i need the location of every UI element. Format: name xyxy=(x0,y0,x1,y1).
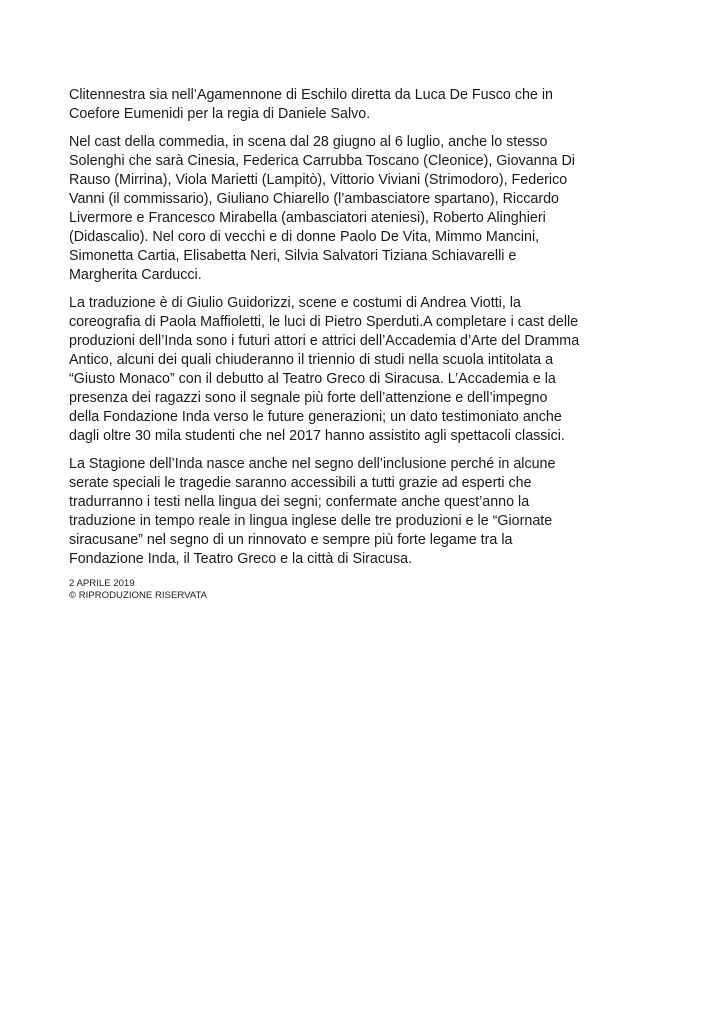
text-line: Simonetta Cartia, Elisabetta Neri, Silvia Salvatori Tiziana Schiavarelli e xyxy=(69,248,517,264)
text-line: Margherita Carducci. xyxy=(69,267,202,283)
text-line: Vanni (il commissario), Giuliano Chiarello (l’ambasciatore spartano), Riccardo xyxy=(69,191,559,207)
publication-date: 2 APRILE 2019 xyxy=(69,578,135,589)
text-line: Fondazione Inda, il Teatro Greco e la città di Siracusa. xyxy=(69,551,413,567)
paragraph-3 xyxy=(69,294,669,446)
paragraph-4 xyxy=(69,455,669,569)
text-line: dagli oltre 30 mila studenti che nel 2017 hanno assistito agli spettacoli classici. xyxy=(69,428,565,444)
text-line: Coefore Eumenidi per la regia di Daniele Salvo. xyxy=(69,106,371,122)
text-line: siracusane” nel segno di un rinnovato e sempre più forte legame tra la xyxy=(69,532,513,548)
text-line: della Fondazione Inda verso le future generazioni; un dato testimoniato anche xyxy=(69,409,562,425)
text-line: Rauso (Mirrina), Viola Marietti (Lampitò), Vittorio Viviani (Strimodoro), Federico xyxy=(69,172,568,188)
text-line: produzioni dell’Inda sono i futuri attori e attrici dell’Accademia d’Arte del Dramma xyxy=(69,333,580,349)
text-line: “Giusto Monaco” con il debutto al Teatro Greco di Siracusa. L’Accademia e la xyxy=(69,371,556,387)
text-line: Livermore e Francesco Mirabella (ambasciatori ateniesi), Roberto Alinghieri xyxy=(69,210,546,226)
text-line: coreografia di Paola Maffioletti, le luci di Pietro Sperduti.A completare i cast delle xyxy=(69,314,579,330)
text-line: tradurranno i testi nella lingua dei segni; confermate anche quest’anno la xyxy=(69,494,530,510)
text-line: (Didascalio). Nel coro di vecchi e di donne Paolo De Vita, Mimmo Mancini, xyxy=(69,229,540,245)
copyright-notice: © RIPRODUZIONE RISERVATA xyxy=(69,589,208,601)
text-line: Solenghi che sarà Cinesia, Federica Carrubba Toscano (Cleonice), Giovanna Di xyxy=(69,153,575,169)
text-line: serate speciali le tragedie saranno accessibili a tutti grazie ad esperti che xyxy=(69,475,532,491)
text-line: La Stagione dell’Inda nasce anche nel segno dell’inclusione perché in alcune xyxy=(69,456,556,472)
text-line: Clitennestra sia nell’Agamennone di Eschilo diretta da Luca De Fusco che in xyxy=(69,87,553,103)
article-body xyxy=(69,86,669,601)
text-line: La traduzione è di Giulio Guidorizzi, scene e costumi di Andrea Viotti, la xyxy=(69,295,521,311)
text-line: Antico, alcuni dei quali chiuderanno il triennio di studi nella scuola intitolata a xyxy=(69,352,554,368)
text-line: presenza dei ragazzi sono il segnale più forte dell’attenzione e dell’impegno xyxy=(69,390,548,406)
paragraph-1 xyxy=(69,86,669,124)
text-line: Nel cast della commedia, in scena dal 28 giugno al 6 luglio, anche lo stesso xyxy=(69,134,548,150)
text-line: traduzione in tempo reale in lingua inglese delle tre produzioni e le “Giornate xyxy=(69,513,553,529)
paragraph-2 xyxy=(69,133,669,285)
article-footer xyxy=(69,578,669,601)
